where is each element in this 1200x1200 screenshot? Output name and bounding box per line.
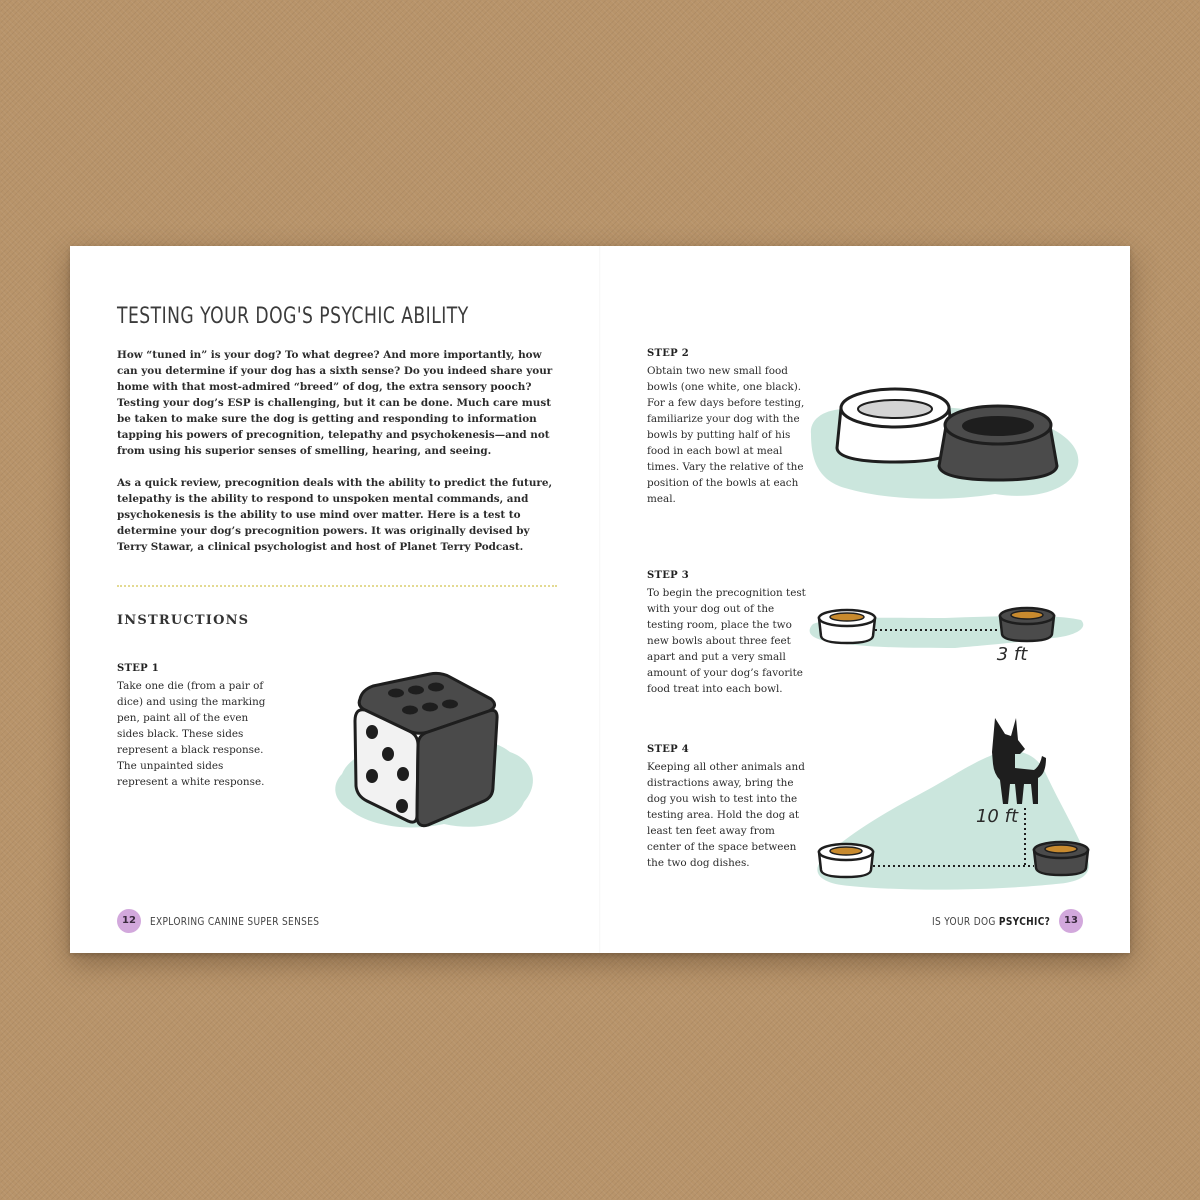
black-bowl-icon [939, 406, 1057, 480]
step-4-label: STEP 4 [647, 744, 690, 755]
running-title-left: EXPLORING CANINE SUPER SENSES [150, 915, 320, 928]
step-2-label: STEP 2 [647, 348, 690, 359]
step-1-text: Take one die (from a pair of dice) and using the marking pen, paint all of the even sides black. These sides represent a black response. The unpainted sides represent a white response. [117, 680, 266, 788]
step-1-label: STEP 1 [117, 663, 160, 674]
step-4-text: Keeping all other animals and distractions away, bring the dog you wish to test into the testing area. Hold the dog at least ten feet away from center of the space between the two dog dishes. [647, 761, 805, 869]
three-feet-illustration [805, 596, 1090, 671]
step-3-label: STEP 3 [647, 570, 690, 581]
white-bowl-icon [819, 610, 875, 643]
painted-die-illustration [320, 666, 540, 836]
black-bowl-icon [1034, 842, 1088, 875]
distance-3ft-label: 3 ft [996, 644, 1028, 665]
running-title-right [932, 915, 1050, 928]
step-2-text: Obtain two new small food bowls (one white, one black). For a few days before testing, familiarize your dog with the bowls by putting half of his food in each bowl at meal times. Vary the relative of the position of the bowls at each meal. [647, 365, 805, 505]
white-bowl-icon [819, 844, 873, 877]
running-title-prefix: IS YOUR DOG [931, 915, 999, 928]
die-icon [355, 673, 497, 825]
dotted-divider [117, 585, 557, 587]
white-bowl-icon [837, 389, 953, 462]
intro-paragraph-1: How “tuned in” is your dog? To what degree? And more importantly, how can you determine if your dog has a sixth sense? Do you indeed share your home with that most-admired “breed” of dog, the extra sensory pooch? Testing your dog’s ESP is challenging, but it can be done. Much care must be taken to make sure the dog is getting and responding to information tapping his powers of precognition, telepathy and psychokenesis—and not from using his superior senses of smelling, hearing, and seeing. [117, 349, 553, 457]
book-gutter [599, 246, 601, 953]
ten-feet-illustration [810, 716, 1095, 896]
page-title: TESTING YOUR DOG'S PSYCHIC ABILITY [117, 304, 469, 329]
book-spread [70, 246, 1130, 953]
distance-10ft-label: 10 ft [975, 806, 1019, 827]
instructions-heading: INSTRUCTIONS [117, 613, 250, 628]
two-bowls-illustration [805, 376, 1085, 506]
page-number-right: 13 [1059, 909, 1083, 933]
running-title-emphasis: PSYCHIC? [998, 915, 1050, 928]
intro-paragraph-2: As a quick review, precognition deals with the ability to predict the future, telepathy is the ability to respond to unspoken mental commands, and psychokenesis is the ability to use mind over matter. Here is a test to determine your dog’s precognition powers. It was originally devised by Terry Stawar, a clinical psychologist and host of Planet Terry Podcast. [117, 477, 553, 553]
black-bowl-icon [1000, 608, 1054, 641]
page-number-left: 12 [117, 909, 141, 933]
step-3-text: To begin the precognition test with your dog out of the testing room, place the two new bowls about three feet apart and put a very small amount of your dog’s favorite food treat into each bowl. [647, 587, 806, 695]
